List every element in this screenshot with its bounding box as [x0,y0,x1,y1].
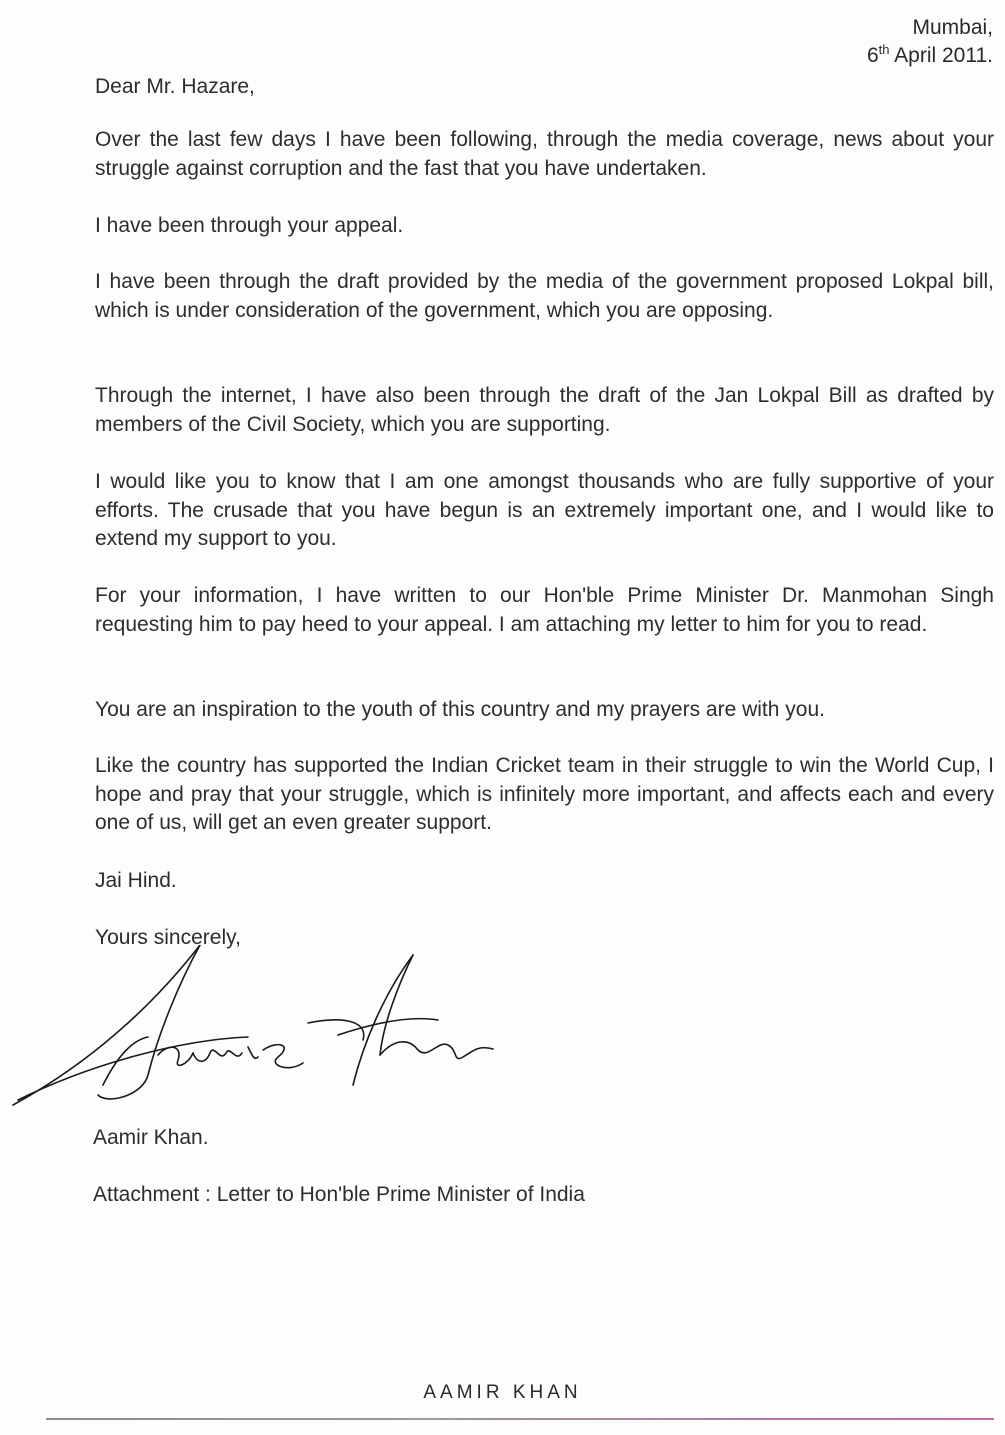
date-suffix: th [878,42,890,57]
location: Mumbai, [912,16,993,39]
paragraph-6: For your information, I have written to our Hon'ble Prime Minister Dr. Manmohan Singh requesting him to pay heed to your appeal. I am attaching my letter to him for you to read. [95,584,994,636]
location-date-block [867,14,993,70]
closing-jai-hind: Jai Hind. [95,869,177,892]
paragraph-7: You are an inspiration to the youth of this country and my prayers are with you. [95,698,825,721]
date-day: 6 [866,44,879,67]
date-rest: April 2011. [889,44,993,67]
footer-divider-line [46,1418,994,1420]
date [867,42,993,70]
paragraph-2: I have been through your appeal. [95,214,404,237]
salutation: Dear Mr. Hazare, [95,75,255,98]
letterhead-footer-name: AAMIR KHAN [423,1382,582,1403]
paragraph-3: I have been through the draft provided by the media of the government proposed Lokpal bill, which is under consideration of the government, which you are opposing. [95,270,994,322]
paragraph-4: Through the internet, I have also been through the draft of the Jan Lokpal Bill as drafted by members of the Civil Society, which you are supporting. [95,384,994,436]
paragraph-1: Over the last few days I have been following, through the media coverage, news about your struggle against corruption and the fast that you have undertaken. [95,128,994,180]
paragraph-8: Like the country has supported the Indian Cricket team in their struggle to win the World Cup, I hope and pray that your struggle, which is infinitely more important, and affects each and every one of us, will get an even greater support. [95,754,994,834]
closing-sincerely: Yours sincerely, [95,926,241,949]
paragraph-5: I would like you to know that I am one amongst thousands who are fully supportive of your efforts. The crusade that you have begun is an extremely important one, and I would like to extend my support to you. [95,470,994,550]
attachment-note: Attachment : Letter to Hon'ble Prime Minister of India [93,1183,585,1206]
signatory-name: Aamir Khan. [93,1126,209,1149]
handwritten-signature [8,945,498,1115]
